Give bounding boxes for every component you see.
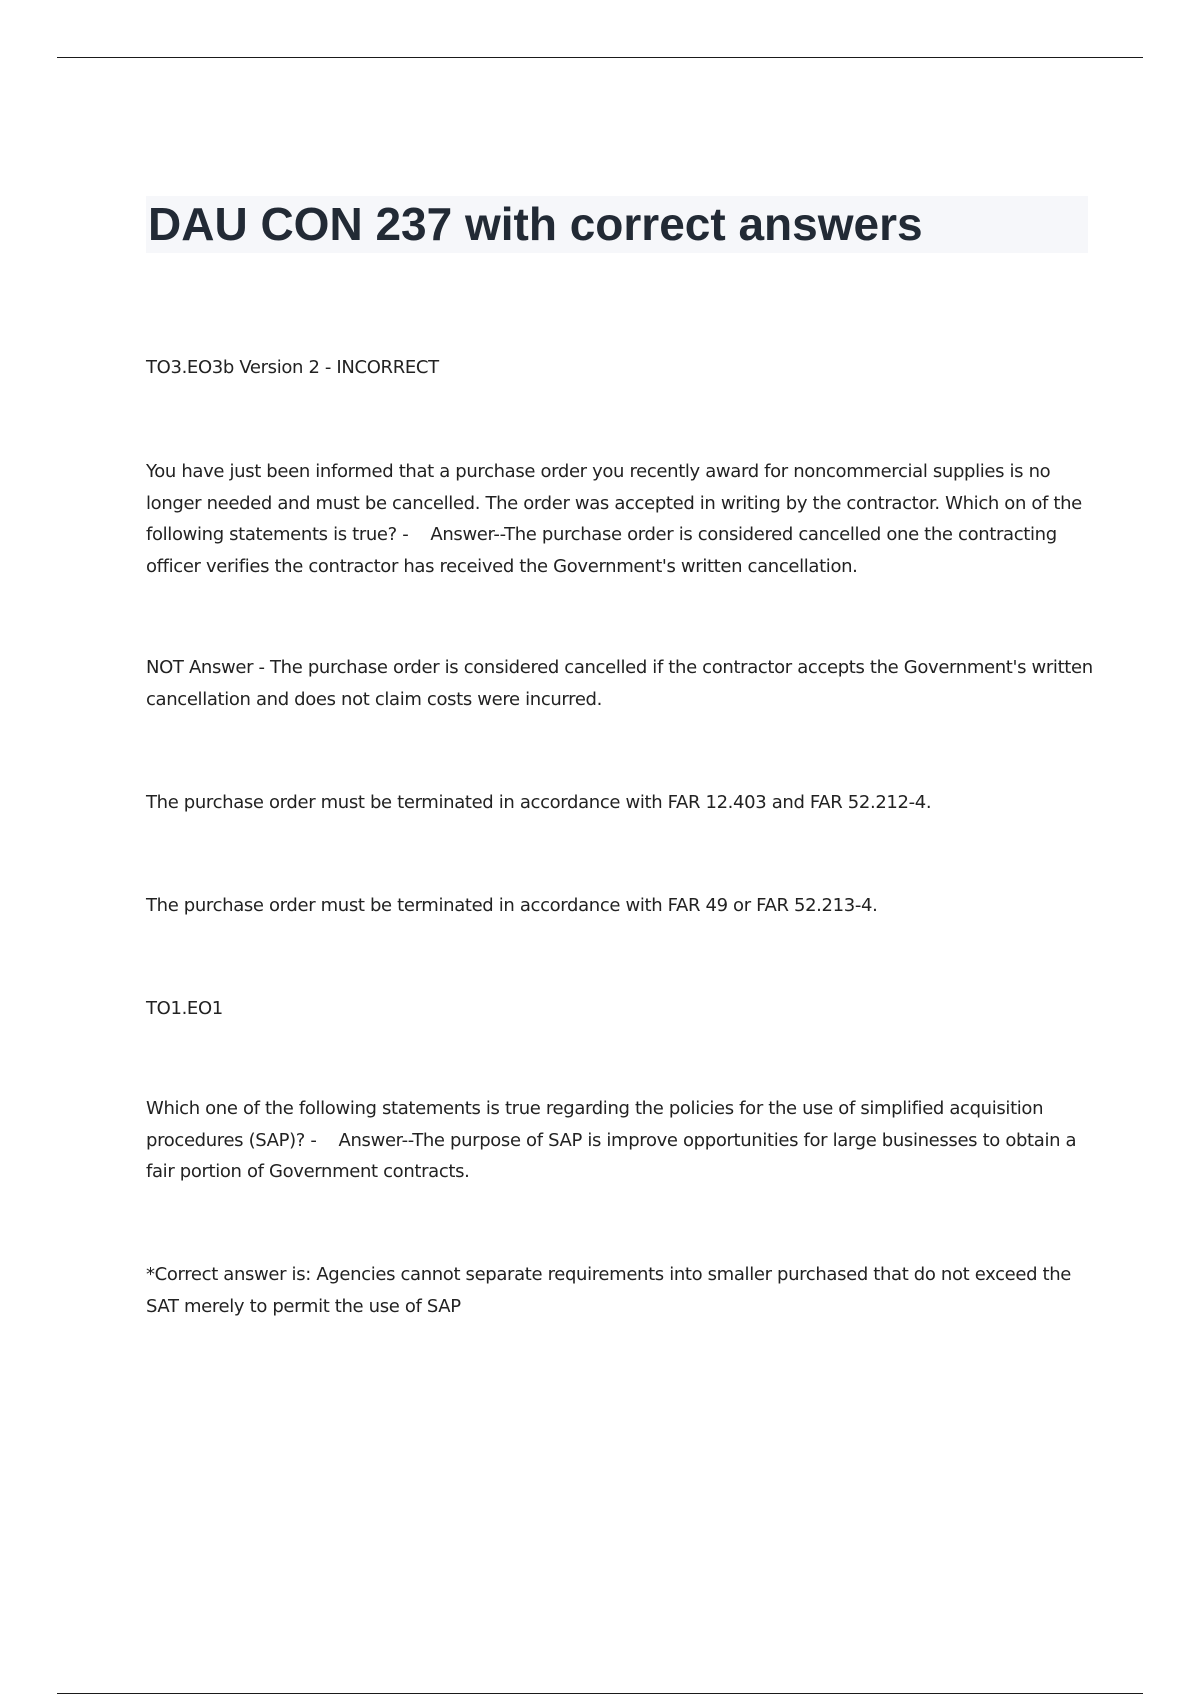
document-title: DAU CON 237 with correct answers <box>148 198 923 250</box>
question-paragraph-1 <box>146 456 1096 582</box>
correct-answer-paragraph: *Correct answer is: Agencies cannot separate requirements into smaller purchased that do not exceed the SAT merely to permit the use of SAP <box>146 1264 1072 1317</box>
bottom-rule <box>57 1693 1143 1694</box>
not-answer-paragraph: NOT Answer - The purchase order is considered cancelled if the contractor accepts the Government's written cancellation and does not claim costs were incurred. <box>146 657 1093 710</box>
option-paragraph-far-49: The purchase order must be terminated in accordance with FAR 49 or FAR 52.213-4. <box>146 895 878 916</box>
answer-text: Answer--The purchase order is considered cancelled one the contracting officer verifies the contractor has received the Government's written cancellation. <box>146 524 1057 577</box>
question-paragraph-2 <box>146 1093 1096 1188</box>
top-rule <box>57 57 1143 58</box>
question-text: You have just been informed that a purchase order you recently award for noncommercial supplies is no longer needed and must be cancelled. The order was accepted in writing by the contractor. Which on of the following statements is true? - <box>146 461 1082 545</box>
title-banner <box>146 196 1088 253</box>
question-text: Which one of the following statements is true regarding the policies for the use of simplified acquisition procedures (SAP)? - <box>146 1098 1044 1151</box>
section-heading-to1-eo1: TO1.EO1 <box>146 998 223 1019</box>
section-heading-to3-eo3b: TO3.EO3b Version 2 - INCORRECT <box>146 357 439 378</box>
option-paragraph-far-12: The purchase order must be terminated in accordance with FAR 12.403 and FAR 52.212-4. <box>146 792 932 813</box>
answer-text: Answer--The purpose of SAP is improve opportunities for large businesses to obtain a fair portion of Government contracts. <box>146 1129 1077 1182</box>
